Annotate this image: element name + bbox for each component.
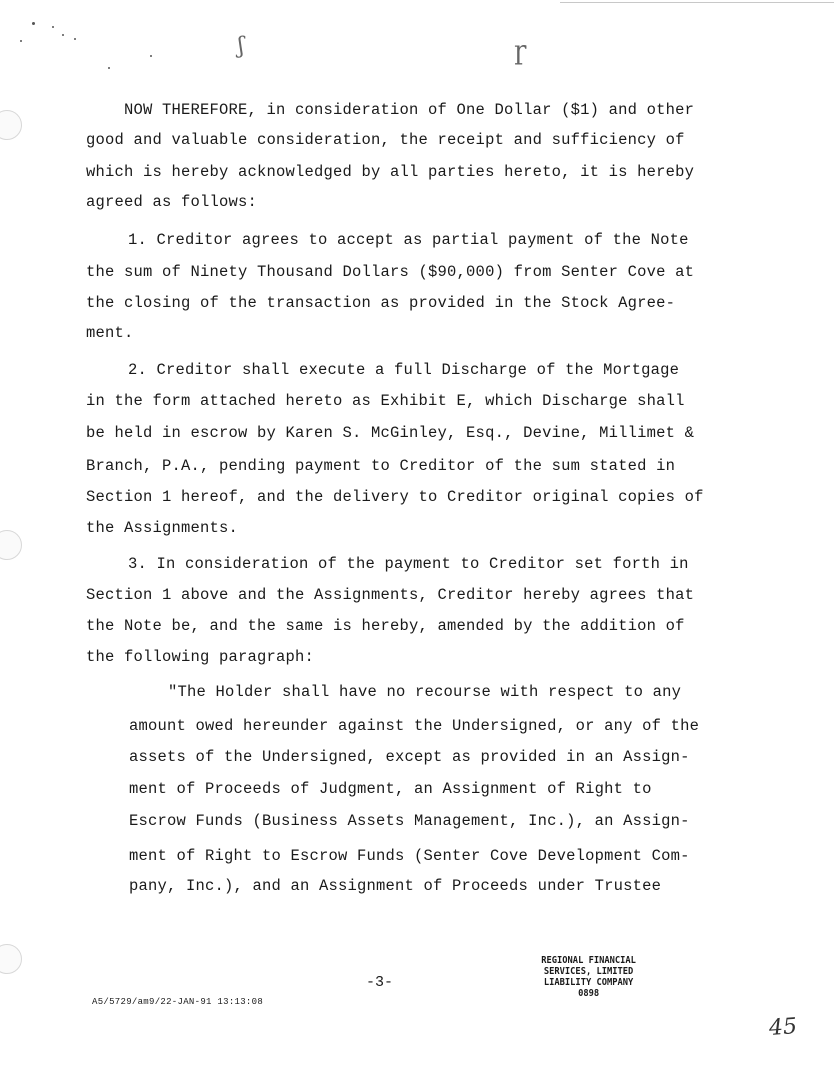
body-line: in the form attached hereto as Exhibit E, which Discharge shall [86, 392, 685, 410]
body-line: 1. Creditor agrees to accept as partial payment of the Note [128, 231, 689, 249]
body-line: 3. In consideration of the payment to Creditor set forth in [128, 555, 689, 573]
quoted-line: pany, Inc.), and an Assignment of Proceeds under Trustee [129, 877, 662, 895]
handwritten-page-note: 45 [768, 1014, 798, 1041]
body-line: the Assignments. [86, 519, 239, 537]
scan-speck [20, 40, 22, 42]
body-line: the following paragraph: [86, 648, 315, 666]
quoted-line: ment of Proceeds of Judgment, an Assignment of Right to [129, 780, 652, 798]
body-line: the closing of the transaction as provided in the Stock Agree- [86, 294, 676, 312]
body-line: the sum of Ninety Thousand Dollars ($90,000) from Senter Cove at [86, 263, 695, 281]
stamp-line: REGIONAL FINANCIAL [541, 955, 636, 966]
document-code: A5/5729/am9/22-JAN-91 13:13:08 [92, 997, 264, 1007]
scan-speck [32, 22, 35, 25]
body-line: which is hereby acknowledged by all parties hereto, it is hereby [86, 163, 695, 181]
scan-mark-glyph: ʃ [238, 34, 244, 59]
scan-edge-line [560, 2, 834, 3]
stamp-line: SERVICES, LIMITED [543, 966, 634, 977]
scan-mark-glyph: ɼ [514, 36, 527, 66]
page-number: -3- [366, 974, 394, 991]
punch-hole [0, 530, 22, 560]
scan-speck [74, 38, 76, 40]
body-line: NOW THEREFORE, in consideration of One Dollar ($1) and other [124, 101, 695, 119]
stamp-line: 0898 [578, 988, 600, 999]
scan-speck [62, 34, 64, 36]
scan-speck [150, 55, 152, 57]
scan-speck [108, 67, 110, 69]
body-line: Section 1 hereof, and the delivery to Creditor original copies of [86, 488, 704, 506]
bates-stamp [538, 955, 639, 999]
punch-hole [0, 110, 22, 140]
stamp-line: LIABILITY COMPANY [543, 977, 634, 988]
scan-speck [52, 26, 54, 28]
quoted-line: assets of the Undersigned, except as provided in an Assign- [129, 748, 690, 766]
quoted-line: amount owed hereunder against the Undersigned, or any of the [129, 717, 700, 735]
quoted-line: "The Holder shall have no recourse with respect to any [168, 683, 682, 701]
body-line: Section 1 above and the Assignments, Creditor hereby agrees that [86, 586, 695, 604]
punch-hole [0, 944, 22, 974]
quoted-line: ment of Right to Escrow Funds (Senter Cove Development Com- [129, 847, 690, 865]
body-line: agreed as follows: [86, 193, 258, 211]
body-line: ment. [86, 324, 134, 342]
body-line: Branch, P.A., pending payment to Creditor of the sum stated in [86, 457, 676, 475]
body-line: the Note be, and the same is hereby, amended by the addition of [86, 617, 685, 635]
body-line: be held in escrow by Karen S. McGinley, Esq., Devine, Millimet & [86, 424, 695, 442]
body-line: good and valuable consideration, the receipt and sufficiency of [86, 131, 685, 149]
quoted-line: Escrow Funds (Business Assets Management, Inc.), an Assign- [129, 812, 690, 830]
body-line: 2. Creditor shall execute a full Discharge of the Mortgage [128, 361, 680, 379]
